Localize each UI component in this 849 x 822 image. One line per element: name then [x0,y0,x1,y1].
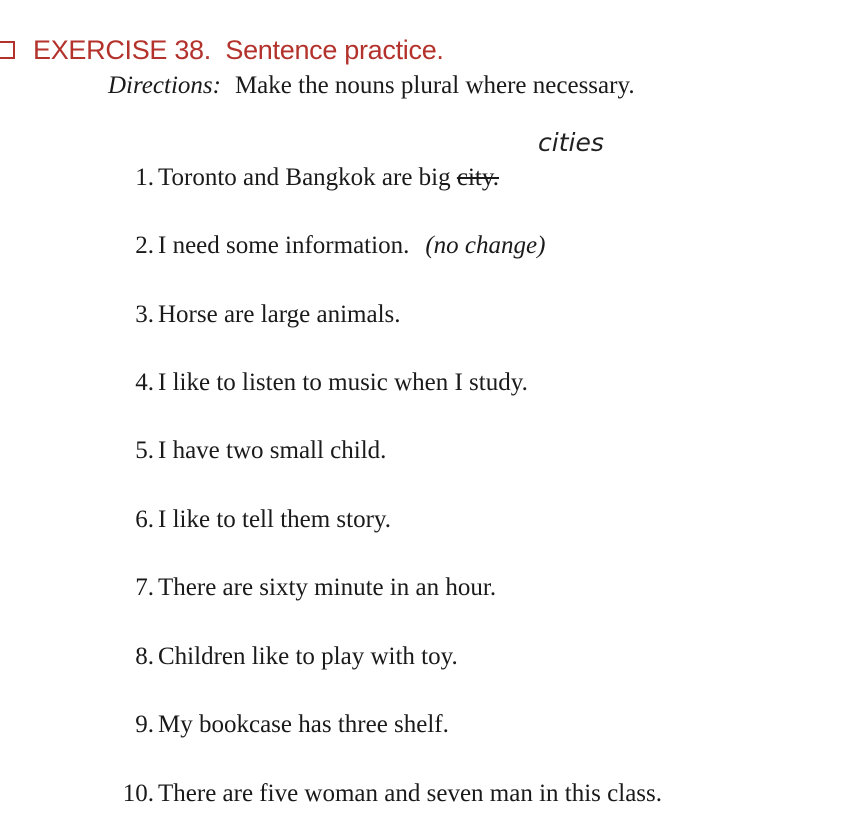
item-number: 3. [135,301,154,328]
list-item [104,506,391,534]
item-number: 7. [135,574,154,601]
handwritten-correction: cities [538,128,604,157]
item-text: There are sixty minute in an hour. [158,574,497,601]
item-text: There are five woman and seven man in this class. [158,780,662,807]
list-item [104,711,449,739]
exercise-title: EXERCISE 38. Sentence practice. [33,34,444,65]
list-item [104,301,401,329]
checkbox-icon [0,41,15,59]
item-number: 9. [135,711,154,738]
item-text: I have two small child. [158,437,387,464]
item-number: 2. [135,232,154,259]
item-number: 4. [135,369,154,396]
item-number: 10. [122,780,154,807]
item-number: 6. [135,506,154,533]
list-item [104,574,496,602]
directions-label: Directions: [108,72,221,99]
list-item [104,164,499,192]
item-text: I need some information. [158,232,410,259]
list-item [104,232,545,260]
item-number: 5. [135,437,154,464]
list-item [104,643,458,671]
item-text: Toronto and Bangkok are big [158,164,457,191]
item-number: 1. [135,164,154,191]
list-item [104,369,528,397]
item-number: 8. [135,643,154,670]
exercise-header [0,32,444,68]
item-text: Horse are large animals. [158,301,401,328]
item-text: I like to listen to music when I study. [158,369,528,396]
list-item [104,780,662,808]
directions [108,72,635,100]
item-note: (no change) [425,232,546,259]
struck-word: city. [456,164,500,191]
directions-text: Make the nouns plural where necessary. [234,72,635,99]
item-text: Children like to play with toy. [158,643,458,670]
item-text: My bookcase has three shelf. [158,711,449,738]
item-text: I like to tell them story. [158,506,392,533]
list-item [104,437,386,465]
